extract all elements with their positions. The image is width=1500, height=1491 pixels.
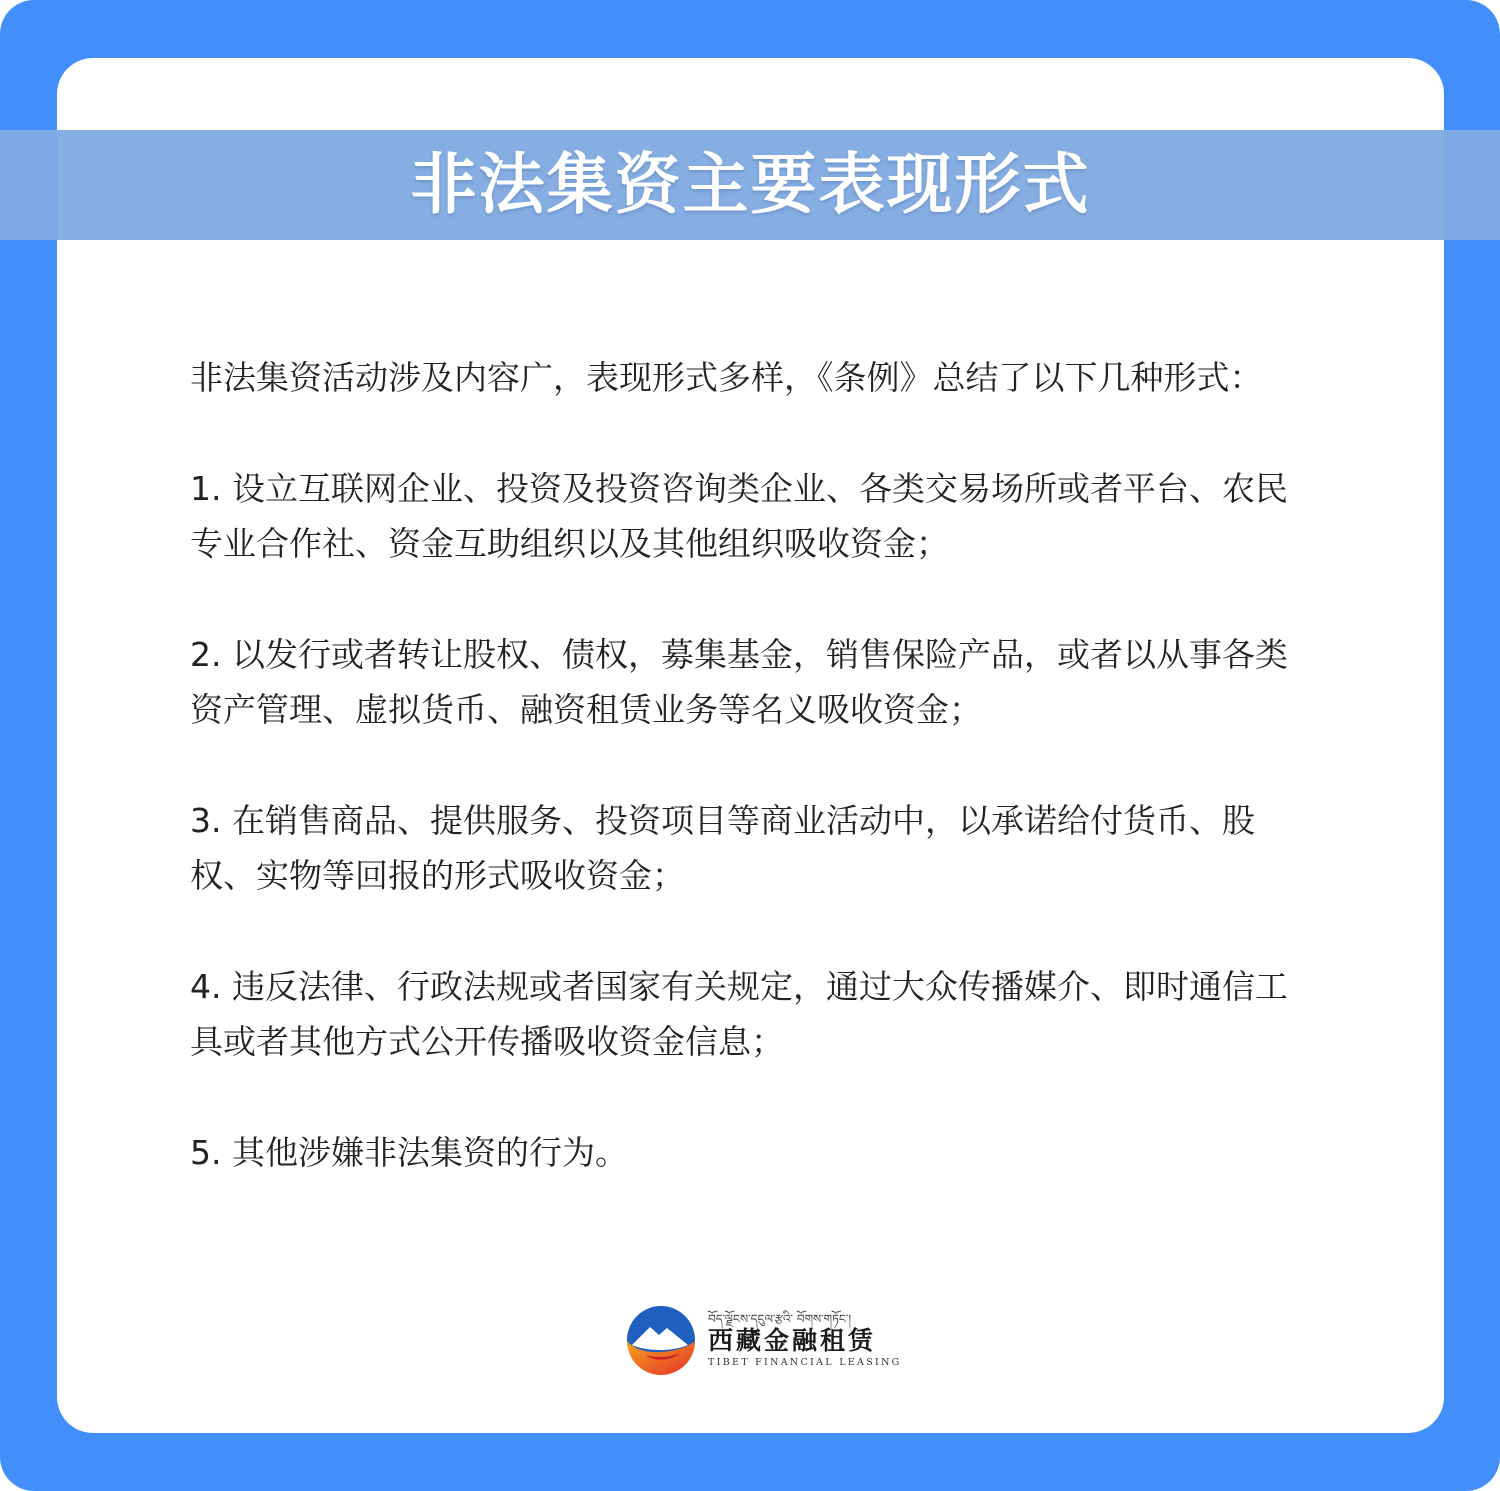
logo-chinese-name: 西藏金融租赁 xyxy=(708,1325,877,1355)
list-item-4: 4. 违反法律、行政法规或者国家有关规定，通过大众传播媒介、即时通信工具或者其他方式公开传播吸收资金信息； xyxy=(190,967,1288,1061)
company-logo xyxy=(626,1305,902,1375)
intro-paragraph: 非法集资活动涉及内容广，表现形式多样，《条例》总结了以下几种形式： xyxy=(190,358,1263,397)
mountain-logo-icon xyxy=(626,1305,696,1375)
list-item-3: 3. 在销售商品、提供服务、投资项目等商业活动中，以承诺给付货币、股权、实物等回报的形式吸收资金； xyxy=(190,801,1255,895)
logo-english-name: TIBET FINANCIAL LEASING xyxy=(708,1356,902,1368)
content-body xyxy=(190,350,1316,1236)
title-banner xyxy=(0,130,1500,240)
title-banner-inner xyxy=(57,130,1444,240)
list-item-2: 2. 以发行或者转让股权、债权，募集基金，销售保险产品，或者以从事各类资产管理、虚拟货币、融资租赁业务等名义吸收资金； xyxy=(190,635,1288,729)
list-item-1: 1. 设立互联网企业、投资及投资咨询类企业、各类交易场所或者平台、农民专业合作社、资金互助组织以及其他组织吸收资金； xyxy=(190,469,1288,563)
logo-tibetan-text: བོད་ལྗོངས་དངུལ་རྩའི་ བོགས་གཏོང་། xyxy=(708,1311,852,1326)
page-title: 非法集资主要表现形式 xyxy=(410,146,1091,223)
logo-text-group xyxy=(708,1312,902,1369)
list-item-5: 5. 其他涉嫌非法集资的行为。 xyxy=(190,1133,628,1172)
